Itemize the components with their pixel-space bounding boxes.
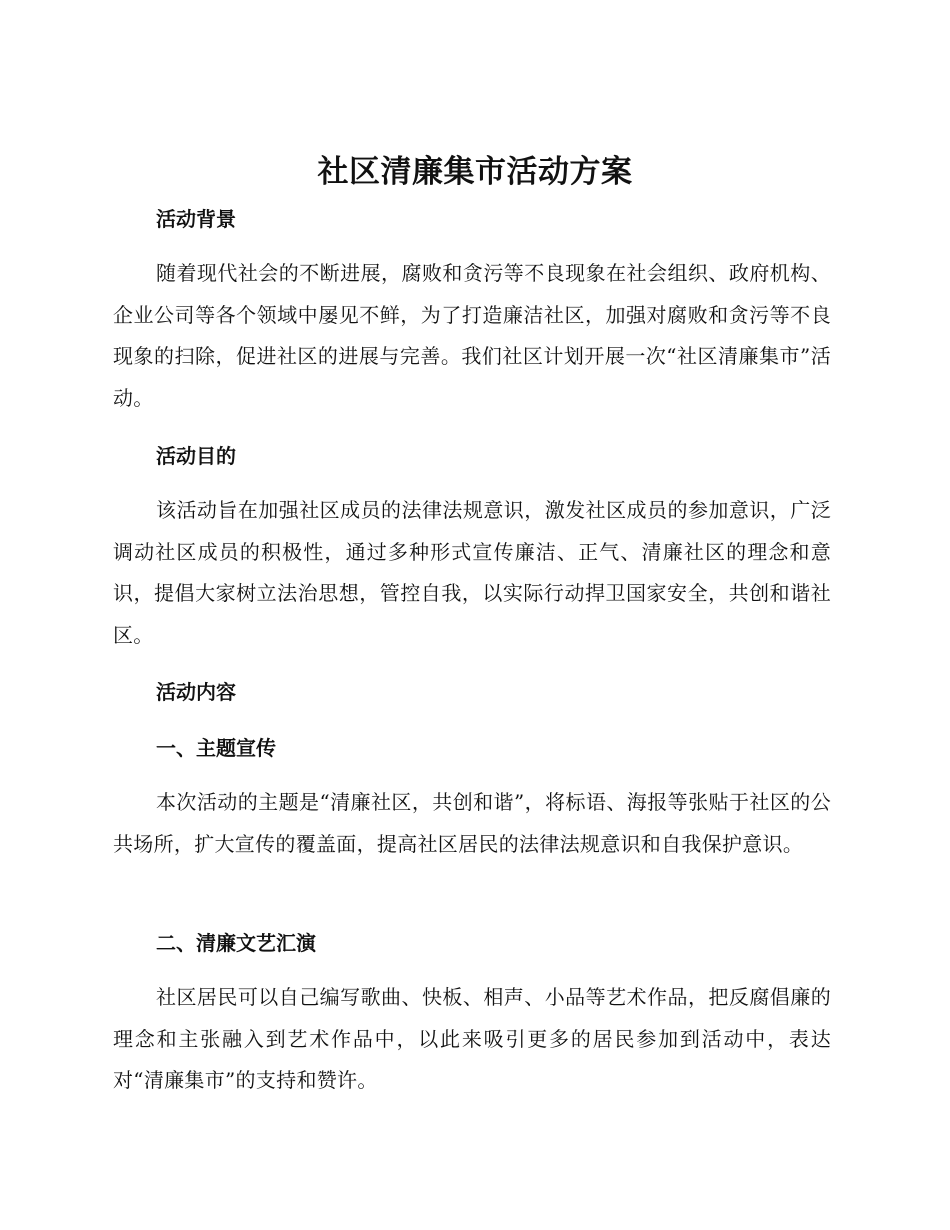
section-heading-purpose: 活动目的 bbox=[156, 444, 236, 468]
section-heading-theme-promotion: 一、主题宣传 bbox=[156, 736, 276, 760]
section-heading-art-performance: 二、清廉文艺汇演 bbox=[156, 931, 316, 955]
section-heading-content: 活动内容 bbox=[156, 680, 236, 704]
section-paragraph-purpose: 该活动旨在加强社区成员的法律法规意识，激发社区成员的参加意识，广泛调动社区成员的积极性，通过多种形式宣传廉洁、正气、清廉社区的理念和意识，提倡大家树立法治思想，管控自我，以实际行动捍卫国家安全，共创和谐社区。 bbox=[113, 498, 831, 647]
section-heading-background: 活动背景 bbox=[156, 207, 236, 231]
section-paragraph-theme-promotion: 本次活动的主题是“清廉社区，共创和谐”，将标语、海报等张贴于社区的公共场所，扩大宣传的覆盖面，提高社区居民的法律法规意识和自我保护意识。 bbox=[113, 790, 831, 856]
section-paragraph-background: 随着现代社会的不断进展，腐败和贪污等不良现象在社会组织、政府机构、企业公司等各个领域中屡见不鲜，为了打造廉洁社区，加强对腐败和贪污等不良现象的扫除，促进社区的进展与完善。我们社区计划开展一次“社区清廉集市”活动。 bbox=[113, 261, 831, 410]
document-title: 社区清廉集市活动方案 bbox=[317, 154, 633, 190]
section-paragraph-art-performance: 社区居民可以自己编写歌曲、快板、相声、小品等艺术作品，把反腐倡廉的理念和主张融入到艺术作品中，以此来吸引更多的居民参加到活动中，表达对“清廉集市”的支持和赞许。 bbox=[113, 985, 831, 1092]
